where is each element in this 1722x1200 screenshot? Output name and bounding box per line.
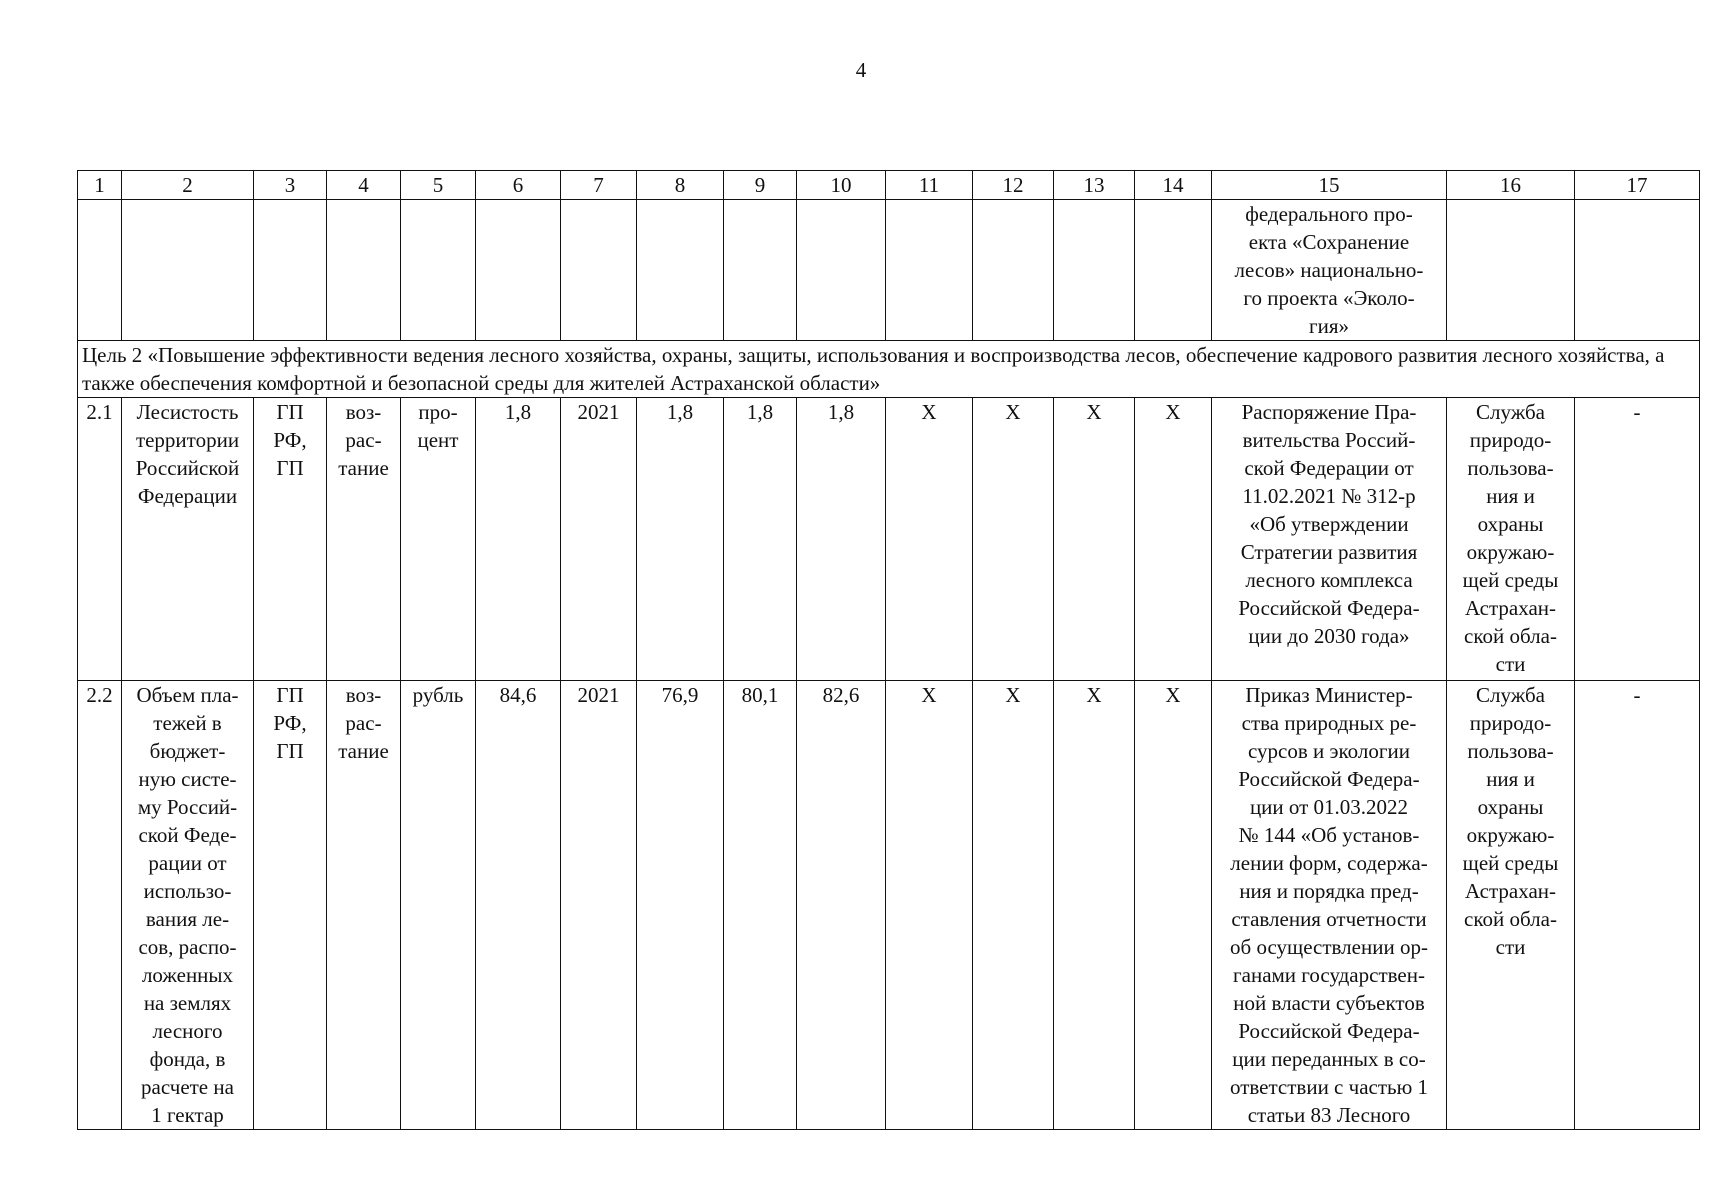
column-number: 6 bbox=[476, 171, 561, 200]
table-cell bbox=[973, 200, 1054, 341]
table-cell bbox=[797, 200, 886, 341]
indicators-table bbox=[77, 170, 1700, 1130]
column-number: 1 bbox=[78, 171, 122, 200]
column-number: 3 bbox=[254, 171, 327, 200]
indicator-trend: воз- рас- тание bbox=[327, 681, 401, 1130]
table-cell bbox=[254, 200, 327, 341]
info-system-cell: - bbox=[1575, 681, 1700, 1130]
row-number: 2.2 bbox=[78, 681, 122, 1130]
table-cell bbox=[1575, 200, 1700, 341]
value-cell: X bbox=[973, 681, 1054, 1130]
table-cell bbox=[724, 200, 797, 341]
indicator-level: ГП РФ, ГП bbox=[254, 681, 327, 1130]
table-cell bbox=[78, 200, 122, 341]
indicator-trend: воз- рас- тание bbox=[327, 398, 401, 681]
column-number: 7 bbox=[561, 171, 637, 200]
table-cell bbox=[122, 200, 254, 341]
base-year: 2021 bbox=[561, 681, 637, 1130]
table-cell bbox=[1054, 200, 1135, 341]
value-cell: X bbox=[973, 398, 1054, 681]
base-value: 1,8 bbox=[476, 398, 561, 681]
table-cell bbox=[561, 200, 637, 341]
indicator-name: Объем пла- тежей в бюджет- ную систе- му Россий- ской Феде- рации от использо- вания ле- сов, распо- ложенных на землях лесного фонда, в расчете на 1 гектар bbox=[122, 681, 254, 1130]
basis-document-cell: федерального про- екта «Сохранение лесов» национально- го проекта «Эколо- гия» bbox=[1212, 200, 1447, 341]
column-number: 10 bbox=[797, 171, 886, 200]
value-cell: 80,1 bbox=[724, 681, 797, 1130]
column-number: 9 bbox=[724, 171, 797, 200]
column-number: 13 bbox=[1054, 171, 1135, 200]
column-number: 4 bbox=[327, 171, 401, 200]
value-cell: X bbox=[886, 398, 973, 681]
column-number: 12 bbox=[973, 171, 1054, 200]
unit-of-measure: про- цент bbox=[401, 398, 476, 681]
value-cell: X bbox=[1054, 398, 1135, 681]
value-cell: 76,9 bbox=[637, 681, 724, 1130]
column-number: 14 bbox=[1135, 171, 1212, 200]
responsible-body-cell: Служба природо- пользова- ния и охраны окружаю- щей среды Астрахан- ской обла- сти bbox=[1447, 398, 1575, 681]
table-row bbox=[78, 681, 1700, 1130]
table-cell bbox=[401, 200, 476, 341]
indicator-name: Лесистость территории Российской Федерации bbox=[122, 398, 254, 681]
value-cell: 1,8 bbox=[637, 398, 724, 681]
base-value: 84,6 bbox=[476, 681, 561, 1130]
table-cell bbox=[886, 200, 973, 341]
goal-title: Цель 2 «Повышение эффективности ведения лесного хозяйства, охраны, защиты, использования и воспроизводства лесов, обеспечение кадрового развития лесного хозяйства, а также обеспечения комфортной и безопасной среды для жителей Астраханской области» bbox=[78, 341, 1700, 398]
column-number: 2 bbox=[122, 171, 254, 200]
table-cell bbox=[327, 200, 401, 341]
column-number: 8 bbox=[637, 171, 724, 200]
column-number: 16 bbox=[1447, 171, 1575, 200]
value-cell: X bbox=[1054, 681, 1135, 1130]
basis-document-cell: Приказ Министер- ства природных ре- сурсов и экологии Российской Федера- ции от 01.03.2022 № 144 «Об установ- лении форм, содержа- ния и порядка пред- ставления отчетности об осуществлении ор- ганами государствен- ной власти субъектов Российской Федера- ции переданных в со- ответствии с частью 1 статьи 83 Лесного bbox=[1212, 681, 1447, 1130]
column-number: 5 bbox=[401, 171, 476, 200]
table-cell bbox=[637, 200, 724, 341]
table-cell bbox=[476, 200, 561, 341]
responsible-body-cell: Служба природо- пользова- ния и охраны окружаю- щей среды Астрахан- ской обла- сти bbox=[1447, 681, 1575, 1130]
table-row bbox=[78, 398, 1700, 681]
indicator-level: ГП РФ, ГП bbox=[254, 398, 327, 681]
value-cell: 82,6 bbox=[797, 681, 886, 1130]
table-cell bbox=[1135, 200, 1212, 341]
continuation-row bbox=[78, 200, 1700, 341]
value-cell: X bbox=[1135, 681, 1212, 1130]
base-year: 2021 bbox=[561, 398, 637, 681]
info-system-cell: - bbox=[1575, 398, 1700, 681]
column-number-row bbox=[78, 171, 1700, 200]
value-cell: X bbox=[886, 681, 973, 1130]
value-cell: X bbox=[1135, 398, 1212, 681]
value-cell: 1,8 bbox=[797, 398, 886, 681]
unit-of-measure: рубль bbox=[401, 681, 476, 1130]
column-number: 11 bbox=[886, 171, 973, 200]
page-number: 4 bbox=[855, 58, 867, 82]
table-cell bbox=[1447, 200, 1575, 341]
row-number: 2.1 bbox=[78, 398, 122, 681]
goal-row bbox=[78, 341, 1700, 398]
basis-document-cell: Распоряжение Пра- вительства Россий- ской Федерации от 11.02.2021 № 312-р «Об утверждении Стратегии развития лесного комплекса Российской Федера- ции до 2030 года» bbox=[1212, 398, 1447, 681]
value-cell: 1,8 bbox=[724, 398, 797, 681]
column-number: 17 bbox=[1575, 171, 1700, 200]
column-number: 15 bbox=[1212, 171, 1447, 200]
